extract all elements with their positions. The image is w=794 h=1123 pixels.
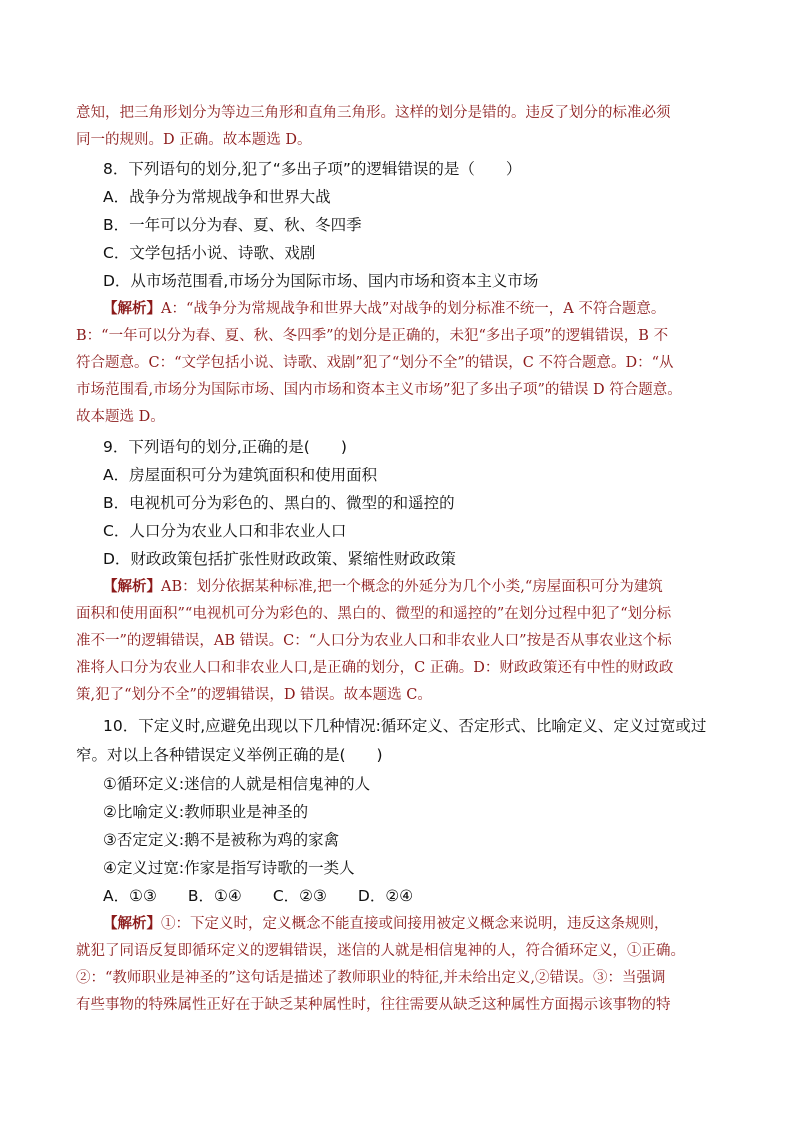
line-text: D．从市场范围看,市场分为国际市场、国内市场和资本主义市场 [103, 272, 539, 290]
analysis-tag: 【解析】 [103, 578, 161, 595]
line-text: ②：“教师职业是神圣的”这句话是描述了教师职业的特征,并未给出定义,②错误。③：当强调 [76, 970, 666, 986]
analysis-tag: 【解析】 [103, 915, 161, 932]
text-line [103, 802, 308, 822]
line-text: C．文学包括小说、诗歌、戏剧 [103, 244, 316, 262]
line-text: 有些事物的特殊属性正好在于缺乏某种属性时，往往需要从缺乏这种属性方面揭示该事物的特 [76, 997, 671, 1013]
text-line [76, 941, 685, 961]
line-text: ②比喻定义:教师职业是神圣的 [103, 803, 309, 821]
line-text: A．战争分为常规战争和世界大战 [103, 188, 331, 206]
text-line [76, 745, 383, 765]
text-line [103, 716, 706, 736]
line-text: 符合题意。C：“文学包括小说、诗歌、戏剧”犯了“划分不全”的错误，C 不符合题意。D：“从 [76, 355, 674, 371]
text-line [103, 858, 355, 878]
analysis-tag: 【解析】 [103, 300, 161, 317]
line-text: A．房屋面积可分为建筑面积和使用面积 [103, 466, 378, 484]
line-text: 10．下定义时,应避免出现以下几种情况:循环定义、否定形式、比喻定义、定义过宽或过 [103, 717, 707, 735]
text-line [103, 243, 315, 263]
text-line [103, 577, 663, 597]
text-line [76, 326, 668, 346]
text-line [103, 159, 521, 179]
text-line [103, 271, 538, 291]
text-line [76, 353, 674, 373]
line-text: 策,犯了“划分不全”的逻辑错误，D 错误。故本题选 C。 [76, 687, 432, 703]
text-line [76, 407, 165, 427]
text-line [103, 187, 331, 207]
line-text: ①：下定义时，定义概念不能直接或间接用被定义概念来说明，违反这条规则， [161, 916, 669, 932]
line-text: ①循环定义:迷信的人就是相信鬼神的人 [103, 775, 371, 793]
line-text: D．财政政策包括扩张性财政政策、紧缩性财政政策 [103, 550, 456, 568]
text-line [76, 604, 671, 624]
text-line [103, 437, 347, 457]
line-text: ④定义过宽:作家是指写诗歌的一类人 [103, 859, 355, 877]
text-line [76, 103, 671, 123]
text-line [76, 968, 666, 988]
text-line [103, 465, 377, 485]
line-text: 窄。对以上各种错误定义举例正确的是( ) [76, 746, 383, 764]
line-text: AB：划分依据某种标准,把一个概念的外延分为几个小类,“房屋面积可分为建筑 [161, 579, 663, 595]
line-text: ③否定定义:鹅不是被称为鸡的家禽 [103, 831, 340, 849]
line-text: 故本题选 D。 [76, 409, 165, 425]
text-line [76, 995, 671, 1015]
text-line [103, 774, 370, 794]
text-line [76, 685, 432, 705]
text-line [103, 215, 362, 235]
line-text: 准将人口分为农业人口和非农业人口,是正确的划分，C 正确。D：财政政策还有中性的财政政 [76, 660, 674, 676]
text-line [103, 914, 669, 934]
line-text: 同一的规则。D 正确。故本题选 D。 [76, 132, 312, 148]
text-line [76, 130, 311, 150]
line-text: A．①③ B．①④ C．②③ D．②④ [103, 887, 414, 905]
text-line [103, 299, 665, 319]
line-text: B．一年可以分为春、夏、秋、冬四季 [103, 216, 362, 234]
line-text: 面积和使用面积”“电视机可分为彩色的、黑白的、微型的和遥控的”在划分过程中犯了“划分标 [76, 606, 672, 622]
text-line [76, 631, 672, 651]
line-text: 8．下列语句的划分,犯了“多出子项”的逻辑错误的是（ ） [103, 160, 522, 178]
line-text: 意知，把三角形划分为等边三角形和直角三角形。这样的划分是错的。违反了划分的标准必须 [76, 105, 671, 121]
text-line [76, 658, 673, 678]
text-line [103, 549, 456, 569]
text-line [103, 830, 339, 850]
line-text: B．电视机可分为彩色的、黑白的、微型的和遥控的 [103, 494, 455, 512]
line-text: C．人口分为农业人口和非农业人口 [103, 522, 347, 540]
line-text: B：“一年可以分为春、夏、秋、冬四季”的划分是正确的，未犯“多出子项”的逻辑错误，B 不 [76, 328, 669, 344]
text-line [103, 521, 346, 541]
line-text: 9．下列语句的划分,正确的是( ) [103, 438, 347, 456]
line-text: 就犯了同语反复即循环定义的逻辑错误，迷信的人就是相信鬼神的人，符合循环定义，①正确。 [76, 943, 685, 959]
line-text: 准不一”的逻辑错误，AB 错误。C：“人口分为农业人口和非农业人口”按是否从事农业这个标 [76, 633, 672, 649]
text-line [103, 493, 455, 513]
line-text: 市场范围看,市场分为国际市场、国内市场和资本主义市场”犯了多出子项”的错误 D 符合题意。 [76, 382, 682, 398]
text-line [76, 380, 682, 400]
text-line [103, 886, 413, 906]
line-text: A：“战争分为常规战争和世界大战”对战争的划分标准不统一，A 不符合题意。 [161, 301, 666, 317]
